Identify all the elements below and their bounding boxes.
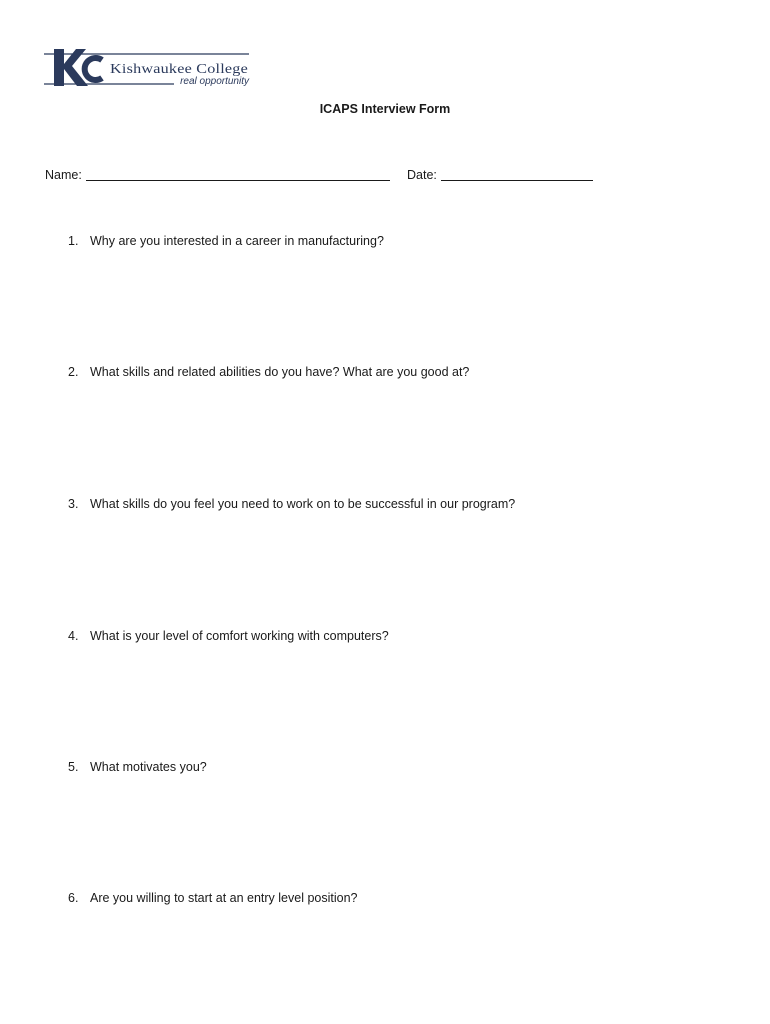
question-number: 5. [68,760,79,774]
form-title: ICAPS Interview Form [319,102,451,116]
question-3 [68,497,515,511]
college-logo [44,46,254,88]
question-number: 3. [68,497,79,511]
college-tagline: real opportunity [180,76,249,87]
question-text: What skills do you feel you need to work on to be successful in our program? [90,497,516,511]
question-number: 1. [68,234,79,248]
question-4 [68,629,389,643]
question-text: Are you willing to start at an entry level position? [90,891,358,905]
question-1 [68,234,384,248]
question-number: 2. [68,365,79,379]
question-number: 6. [68,891,79,905]
name-label: Name: [45,168,82,182]
question-5 [68,760,207,774]
question-text: What is your level of comfort working with computers? [90,629,389,643]
date-field [407,168,593,182]
question-text: Why are you interested in a career in manufacturing? [90,234,384,248]
question-number: 4. [68,629,79,643]
college-name: Kishwaukee College [110,62,248,77]
question-text: What motivates you? [90,760,207,774]
date-label: Date: [407,168,437,182]
name-input-line[interactable] [86,180,390,181]
date-input-line[interactable] [441,180,593,181]
question-6 [68,891,358,905]
name-field [45,168,390,182]
question-2 [68,365,469,379]
question-text: What skills and related abilities do you have? What are you good at? [90,365,470,379]
